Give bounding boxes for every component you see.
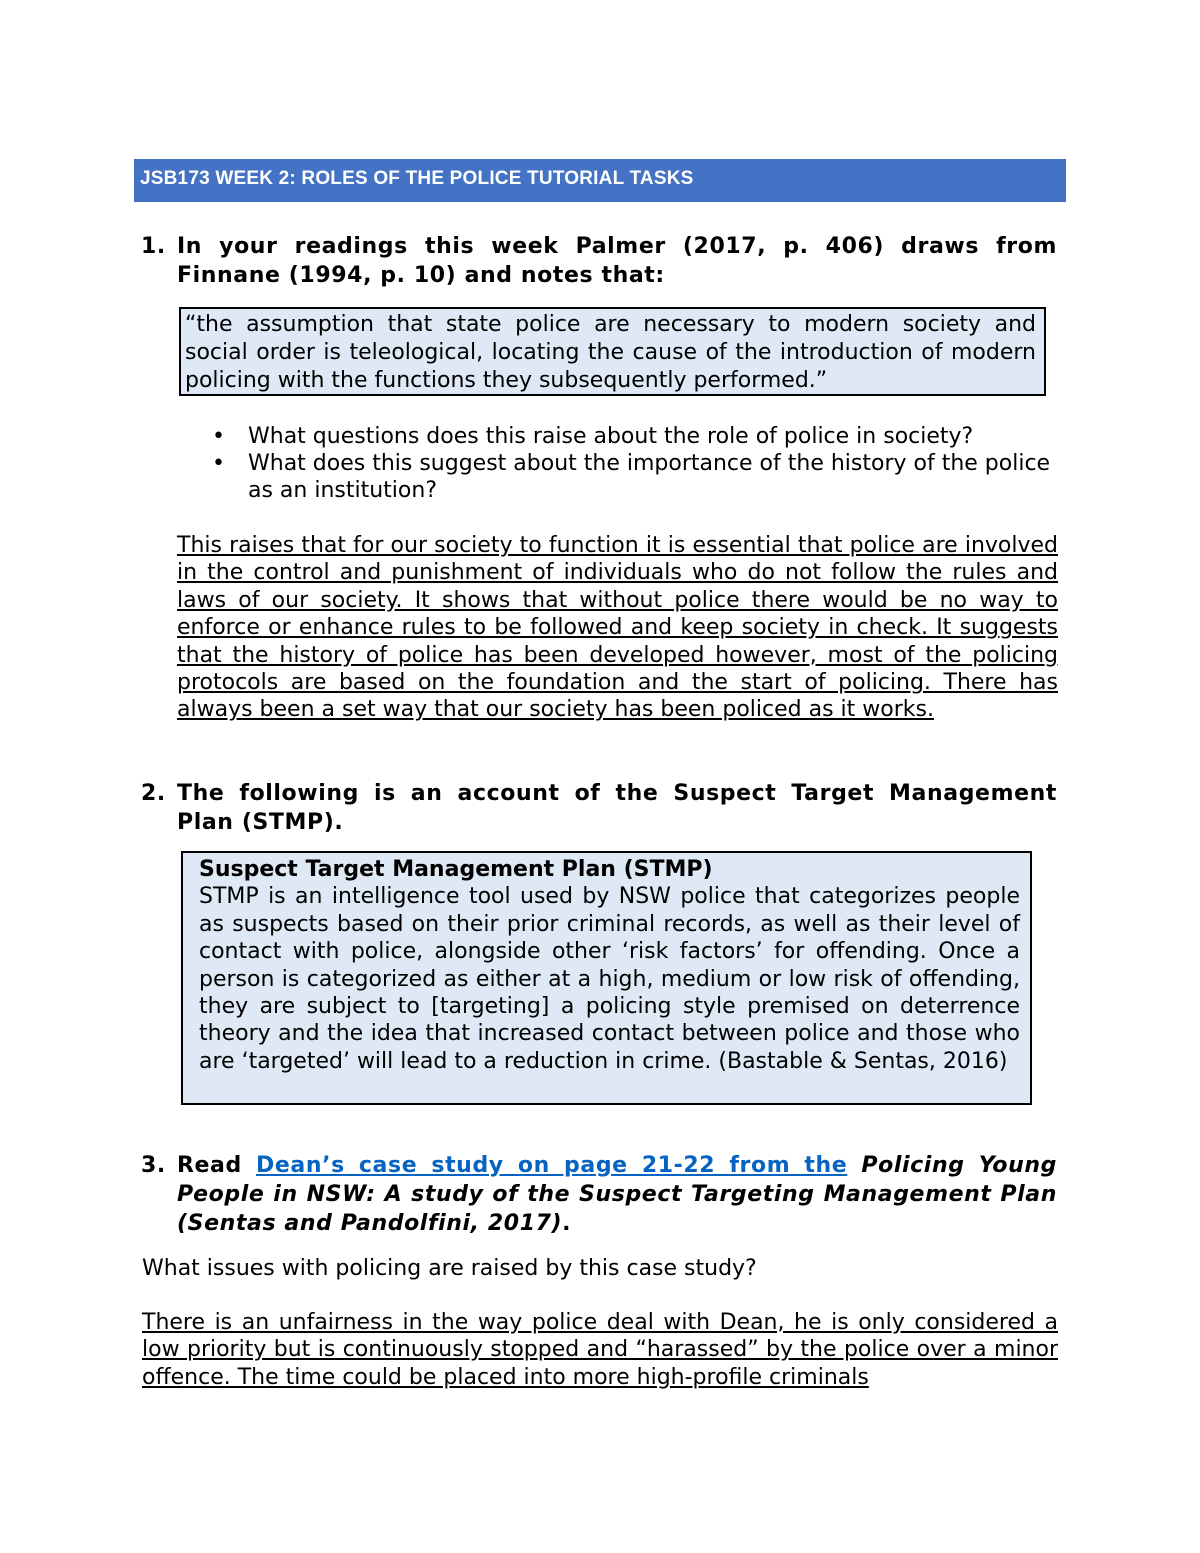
quote-text: “the assumption that state police are necessary to modern society and social order is teleological, locating the cause of the introduction of modern policing with the functions they subsequently performed.” [185, 312, 1036, 393]
question-3 [141, 1151, 1057, 1238]
stmp-box [181, 851, 1032, 1105]
question-2 [141, 779, 1057, 837]
bullet-list [212, 423, 1058, 504]
question-3-end: . [562, 1211, 572, 1236]
page-title-banner [134, 159, 1066, 202]
question-3-title: Policing Young People in NSW: A study of the Suspect Targeting Management Plan (Sentas and Pandolfini, 2017) [177, 1153, 1057, 1236]
bullet-item: • What does this suggest about the importance of the history of the police as an institution? [212, 450, 1058, 504]
question-2-text: The following is an account of the Suspect Target Management Plan (STMP). [177, 781, 1057, 835]
question-3-lead: Read [177, 1153, 257, 1178]
question-3-number: 3. [141, 1153, 166, 1178]
bullet-item: • What questions does this raise about the role of police in society? [212, 423, 1058, 450]
answer-3 [142, 1309, 1058, 1391]
question-2-number: 2. [141, 781, 166, 806]
answer-1-text: This raises that for our society to function it is essential that police are involved in the control and punishment of individuals who do not follow the rules and laws of our society. It shows that without police there would be no way to enforce or enhance rules to be followed and keep society in check. It suggests that the history of police has been developed however, most of the policing protocols are based on the foundation and the start of policing. There has always been a set way that our society has been policed as it works. [177, 533, 1058, 723]
stmp-box-title: Suspect Target Management Plan (STMP) [199, 857, 713, 882]
question-1-number: 1. [141, 234, 166, 259]
answer-1 [177, 532, 1058, 724]
answer-3-text: There is an unfairness in the way police deal with Dean, he is only considered a low priority but is continuously stopped and “harassed” by the police over a minor offence. The time could be placed into more high-profile criminals [142, 1310, 1058, 1390]
stmp-box-text: STMP is an intelligence tool used by NSW police that categorizes people as suspects based on their prior criminal records, as well as their level of contact with police, alongside other ‘risk factors’ for offending. Once a person is categorized as either at a high, medium or low risk of offending, they are subject to [targeting] a policing style premised on deterrence theory and the idea that increased contact between police and those who are ‘targeted’ will lead to a reduction in crime. (Bastable & Sentas, 2016) [199, 884, 1020, 1074]
question-1-text: In your readings this week Palmer (2017, p. 406) draws from Finnane (1994, p. 10) and notes that: [177, 234, 1057, 288]
quote-box [179, 307, 1046, 396]
page-title: JSB173 WEEK 2: ROLES OF THE POLICE TUTORIAL TASKS [140, 168, 694, 189]
question-3-prompt: What issues with policing are raised by this case study? [142, 1256, 757, 1281]
question-1 [141, 232, 1057, 290]
case-study-link[interactable]: Dean’s case study on page 21-22 from the [256, 1153, 848, 1178]
